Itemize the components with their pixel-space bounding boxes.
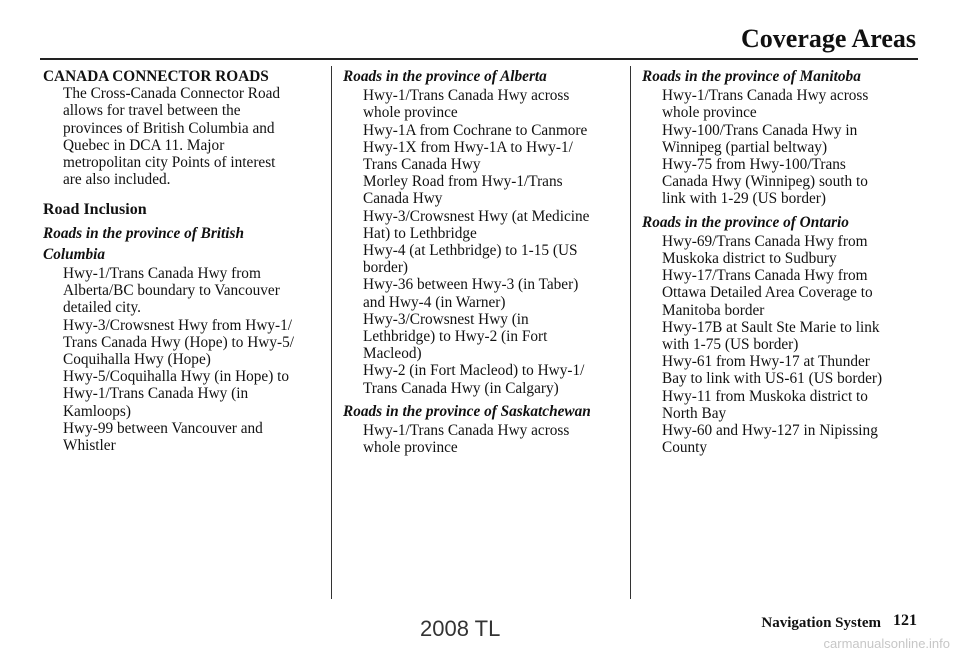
road-inclusion-heading: Road Inclusion bbox=[43, 201, 147, 219]
list-item: detailed city. bbox=[63, 299, 142, 317]
list-item: and Hwy-4 (in Warner) bbox=[363, 293, 506, 311]
list-item: Macleod) bbox=[363, 345, 422, 363]
connector-roads-title: CANADA CONNECTOR ROADS bbox=[43, 68, 269, 85]
list-item: Hwy-1A from Cochrane to Canmore bbox=[363, 121, 588, 139]
alberta-heading: Roads in the province of Alberta bbox=[343, 68, 547, 85]
list-item: Hwy-61 from Hwy-17 at Thunder bbox=[662, 353, 870, 371]
list-item: Hwy-3/Crowsnest Hwy (at Medicine bbox=[363, 207, 590, 225]
list-item: Canada Hwy (Winnipeg) south to bbox=[662, 173, 868, 191]
list-item: link with 1-29 (US border) bbox=[662, 190, 826, 208]
list-item: Hwy-1/Trans Canada Hwy from bbox=[63, 265, 261, 283]
text-line: allows for travel between the bbox=[63, 102, 241, 120]
list-item: Morley Road from Hwy-1/Trans bbox=[363, 173, 563, 191]
column-divider-1 bbox=[331, 66, 332, 599]
list-item: Hwy-60 and Hwy-127 in Nipissing bbox=[662, 422, 878, 440]
list-item: Canada Hwy bbox=[363, 190, 443, 208]
saskatchewan-heading: Roads in the province of Saskatchewan bbox=[343, 402, 591, 420]
list-item: Trans Canada Hwy (Hope) to Hwy-5/ bbox=[63, 333, 294, 351]
column-divider-2 bbox=[630, 66, 631, 599]
list-item: County bbox=[662, 439, 708, 457]
list-item: Ottawa Detailed Area Coverage to bbox=[662, 284, 873, 302]
list-item: Hwy-17/Trans Canada Hwy from bbox=[662, 267, 868, 285]
site-watermark: carmanualsonline.info bbox=[823, 636, 950, 651]
list-item: Manitoba border bbox=[662, 301, 765, 319]
list-item: Hwy-1/Trans Canada Hwy across bbox=[363, 87, 570, 105]
list-item: border) bbox=[363, 259, 409, 277]
list-item: whole province bbox=[662, 104, 757, 122]
list-item: Hwy-69/Trans Canada Hwy from bbox=[662, 232, 868, 250]
column-1 bbox=[43, 68, 323, 454]
column-3 bbox=[642, 68, 924, 456]
model-label: 2008 TL bbox=[420, 616, 501, 641]
manitoba-roads-list bbox=[642, 87, 924, 207]
list-item: Winnipeg (partial beltway) bbox=[662, 138, 828, 156]
list-item: Hwy-1/Trans Canada Hwy across bbox=[363, 422, 570, 440]
bc-heading-line-2: Columbia bbox=[43, 245, 106, 263]
footer-section-label: Navigation System bbox=[761, 615, 881, 631]
list-item: Bay to link with US-61 (US border) bbox=[662, 370, 883, 388]
column-2 bbox=[343, 68, 623, 456]
text-line: are also included. bbox=[63, 171, 171, 189]
text-line: metropolitan city Points of interest bbox=[63, 154, 276, 172]
list-item: whole province bbox=[363, 439, 458, 457]
list-item: Hwy-5/Coquihalla Hwy (in Hope) to bbox=[63, 368, 290, 386]
list-item: Hwy-100/Trans Canada Hwy in bbox=[662, 121, 858, 139]
page-number: 121 bbox=[893, 612, 917, 629]
text-line: The Cross-Canada Connector Road bbox=[63, 85, 281, 103]
manitoba-heading: Roads in the province of Manitoba bbox=[642, 68, 861, 85]
list-item: Hwy-1/Trans Canada Hwy (in bbox=[63, 385, 249, 403]
list-item: Hwy-99 between Vancouver and bbox=[63, 419, 263, 437]
list-item: Hwy-11 from Muskoka district to bbox=[662, 387, 868, 405]
ontario-roads-list bbox=[642, 233, 924, 457]
connector-roads-description bbox=[43, 85, 323, 188]
bc-roads-list bbox=[43, 265, 323, 454]
list-item: Hwy-1/Trans Canada Hwy across bbox=[662, 87, 869, 105]
list-item: whole province bbox=[363, 104, 458, 122]
alberta-roads-list bbox=[343, 87, 623, 397]
list-item: North Bay bbox=[662, 404, 727, 422]
list-item: Hwy-4 (at Lethbridge) to 1-15 (US bbox=[363, 242, 578, 260]
list-item: Hat) to Lethbridge bbox=[363, 224, 477, 242]
saskatchewan-roads-list bbox=[343, 422, 623, 456]
list-item: Hwy-36 between Hwy-3 (in Taber) bbox=[363, 276, 579, 294]
list-item: Hwy-3/Crowsnest Hwy (in bbox=[363, 310, 529, 328]
text-line: provinces of British Columbia and bbox=[63, 119, 275, 137]
list-item: Alberta/BC boundary to Vancouver bbox=[63, 282, 280, 300]
ontario-heading: Roads in the province of Ontario bbox=[642, 213, 849, 231]
list-item: Coquihalla Hwy (Hope) bbox=[63, 351, 211, 369]
list-item: Hwy-2 (in Fort Macleod) to Hwy-1/ bbox=[363, 362, 585, 380]
list-item: Hwy-75 from Hwy-100/Trans bbox=[662, 156, 846, 174]
page-title: Coverage Areas bbox=[741, 24, 916, 53]
list-item: Trans Canada Hwy (in Calgary) bbox=[363, 379, 559, 397]
list-item: Muskoka district to Sudbury bbox=[662, 250, 837, 268]
list-item: with 1-75 (US border) bbox=[662, 336, 799, 354]
list-item: Hwy-1X from Hwy-1A to Hwy-1/ bbox=[363, 138, 573, 156]
list-item: Hwy-17B at Sault Ste Marie to link bbox=[662, 318, 880, 336]
list-item: Lethbridge) to Hwy-2 (in Fort bbox=[363, 328, 548, 346]
list-item: Hwy-3/Crowsnest Hwy from Hwy-1/ bbox=[63, 316, 293, 334]
list-item: Kamloops) bbox=[63, 402, 131, 420]
list-item: Whistler bbox=[63, 437, 116, 455]
bc-heading-line-1: Roads in the province of British bbox=[43, 224, 245, 242]
list-item: Trans Canada Hwy bbox=[363, 156, 481, 174]
text-line: Quebec in DCA 11. Major bbox=[63, 136, 225, 154]
header-rule bbox=[40, 58, 918, 60]
